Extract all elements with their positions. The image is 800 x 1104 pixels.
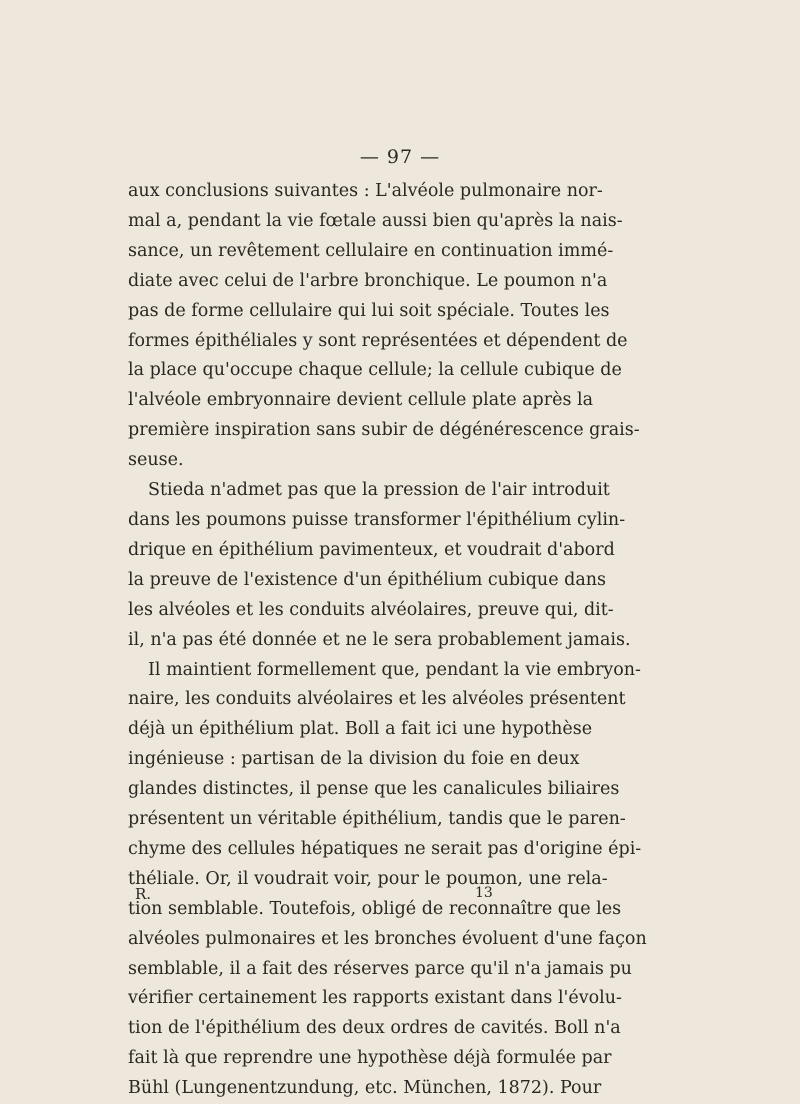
text-line: la preuve de l'existence d'un épithélium cubique dans: [128, 569, 607, 590]
text-line: glandes distinctes, il pense que les canalicules biliaires: [128, 779, 620, 800]
text-line: tion de l'épithélium des deux ordres de cavités. Boll n'a: [128, 1018, 621, 1039]
text-line: formes épithéliales y sont représentées et dépendent de: [128, 330, 628, 351]
text-line: seuse.: [128, 450, 184, 471]
sheet-number: 13: [475, 885, 493, 901]
text-line: naire, les conduits alvéolaires et les alvéoles présentent: [128, 689, 626, 710]
text-line: Bühl (Lungenentzundung, etc. München, 1872). Pour: [128, 1078, 602, 1099]
text-line: aux conclusions suivantes : L'alvéole pulmonaire nor-: [128, 181, 603, 201]
text-line: Stieda n'admet pas que la pression de l'air introduit: [148, 480, 610, 501]
text-line: pas de forme cellulaire qui lui soit spéciale. Toutes les: [128, 300, 610, 321]
text-line: vérifier certainement les rapports existant dans l'évolu-: [128, 988, 622, 1009]
text-line: déjà un épithélium plat. Boll a fait ici une hypothèse: [128, 719, 593, 740]
page-number: — 97 —: [359, 146, 441, 168]
text-line: diate avec celui de l'arbre bronchique. Le poumon n'a: [128, 270, 608, 291]
text-line: chyme des cellules hépatiques ne serait pas d'origine épi-: [128, 838, 642, 859]
text-line: les alvéoles et les conduits alvéolaires, preuve qui, dit-: [128, 599, 614, 620]
text-line: première inspiration sans subir de dégénérescence grais-: [128, 420, 640, 441]
text-line: ingénieuse : partisan de la division du foie en deux: [128, 749, 580, 770]
signature-mark: R.: [135, 885, 152, 903]
text-line: il, n'a pas été donnée et ne le sera probablement jamais.: [128, 629, 631, 650]
text-line: fait là que reprendre une hypothèse déjà formulée par: [128, 1048, 612, 1069]
text-line: alvéoles pulmonaires et les bronches évoluent d'une façon: [128, 928, 647, 949]
body-text: [128, 177, 647, 1104]
text-line: sance, un revêtement cellulaire en continuation immé-: [128, 240, 614, 261]
text-line: tion semblable. Toutefois, obligé de reconnaître que les: [128, 898, 622, 919]
text-line: drique en épithélium pavimenteux, et voudrait d'abord: [128, 539, 615, 560]
text-line: dans les poumons puisse transformer l'épithélium cylin-: [128, 509, 626, 530]
text-line: l'alvéole embryonnaire devient cellule plate après la: [128, 390, 594, 411]
text-line: présentent un véritable épithélium, tandis que le paren-: [128, 809, 626, 830]
text-line: la place qu'occupe chaque cellule; la cellule cubique de: [128, 360, 622, 381]
text-line: théliale. Or, il voudrait voir, pour le poumon, une rela-: [128, 868, 608, 889]
text-line: semblable, il a fait des réserves parce qu'il n'a jamais pu: [128, 958, 632, 979]
text-line: Il maintient formellement que, pendant la vie embryon-: [148, 659, 641, 680]
text-line: mal a, pendant la vie fœtale aussi bien qu'après la nais-: [128, 210, 623, 231]
